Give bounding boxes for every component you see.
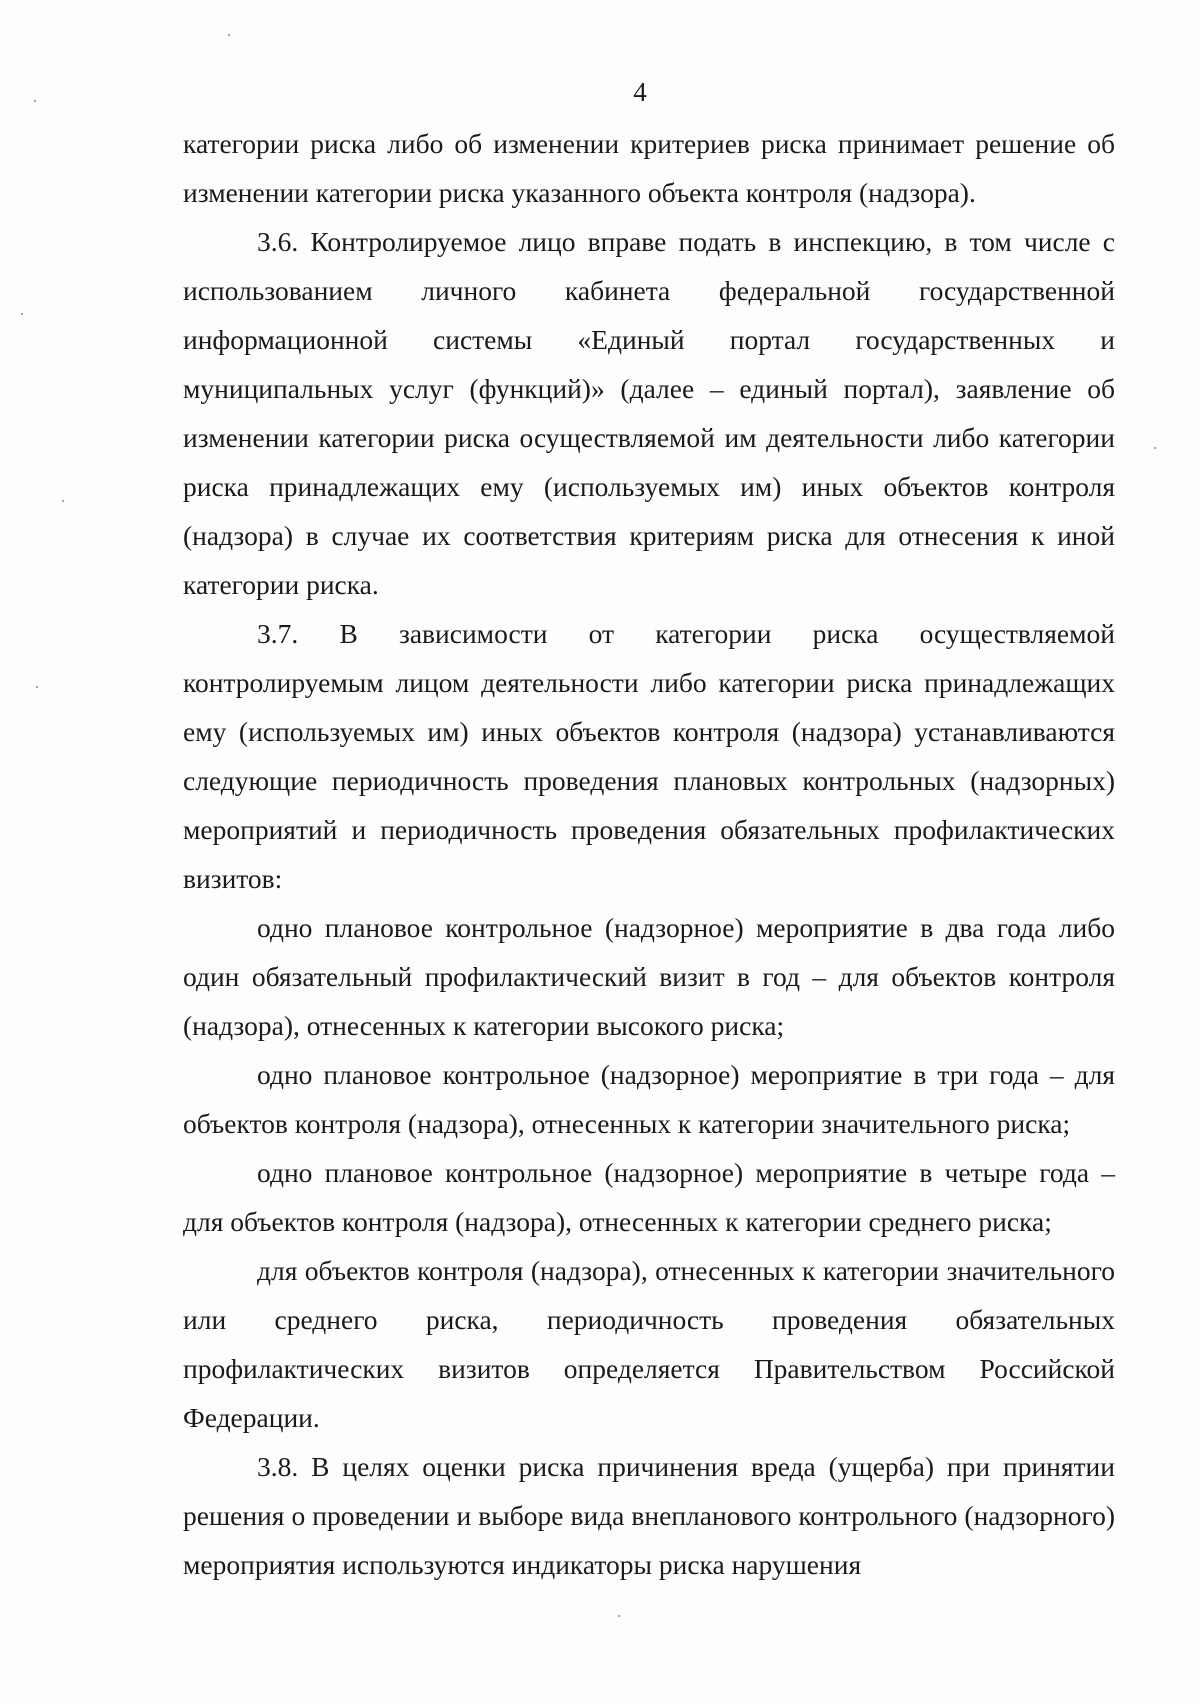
scan-speck bbox=[36, 686, 38, 688]
paragraph-3-8: 3.8. В целях оценки риска причинения вреда (ущерба) при принятии решения о проведении и выборе вида внепланового контрольного (надзорного) мероприятия используются индикаторы риска нарушения bbox=[183, 1451, 1115, 1580]
paragraph-significant-risk: одно плановое контрольное (надзорное) мероприятие в три года – для объектов контроля (надзора), отнесенных к категории значительного риска; bbox=[183, 1059, 1115, 1139]
scan-speck bbox=[34, 100, 36, 102]
scan-speck bbox=[618, 1615, 620, 1617]
paragraph-3-6: 3.6. Контролируемое лицо вправе подать в инспекцию, в том числе с использованием личного кабинета федеральной государственной информационной системы «Единый портал государственных и муниципальных услуг (функций)» (далее – единый портал), заявление об изменении категории риска осуществляемой им деятельности либо категории риска принадлежащих ему (используемых им) иных объектов контроля (надзора) в случае их соответствия критериям риска для отнесения к иной категории риска. bbox=[183, 226, 1115, 600]
scan-speck bbox=[228, 34, 230, 36]
document-body bbox=[183, 119, 1115, 1589]
paragraph-high-risk: одно плановое контрольное (надзорное) мероприятие в два года либо один обязательный профилактический визит в год – для объектов контроля (надзора), отнесенных к категории высокого риска; bbox=[183, 912, 1115, 1041]
scan-speck bbox=[21, 313, 23, 315]
paragraph-continuation: категории риска либо об изменении критериев риска принимает решение об изменении категории риска указанного объекта контроля (надзора). bbox=[183, 128, 1115, 208]
page-number: 4 bbox=[633, 77, 647, 107]
paragraph-preventive-visits: для объектов контроля (надзора), отнесенных к категории значительного или среднего риска, периодичность проведения обязательных профилактических визитов определяется Правительством Российской Федерации. bbox=[183, 1255, 1115, 1433]
paragraph-medium-risk: одно плановое контрольное (надзорное) мероприятие в четыре года – для объектов контроля (надзора), отнесенных к категории среднего риска; bbox=[183, 1157, 1115, 1237]
scan-speck bbox=[62, 500, 64, 502]
scan-speck bbox=[1154, 447, 1156, 449]
paragraph-3-7: 3.7. В зависимости от категории риска осуществляемой контролируемым лицом деятельности либо категории риска принадлежащих ему (используемых им) иных объектов контроля (надзора) устанавливаются следующие периодичность проведения плановых контрольных (надзорных) мероприятий и периодичность проведения обязательных профилактических визитов: bbox=[183, 618, 1115, 894]
